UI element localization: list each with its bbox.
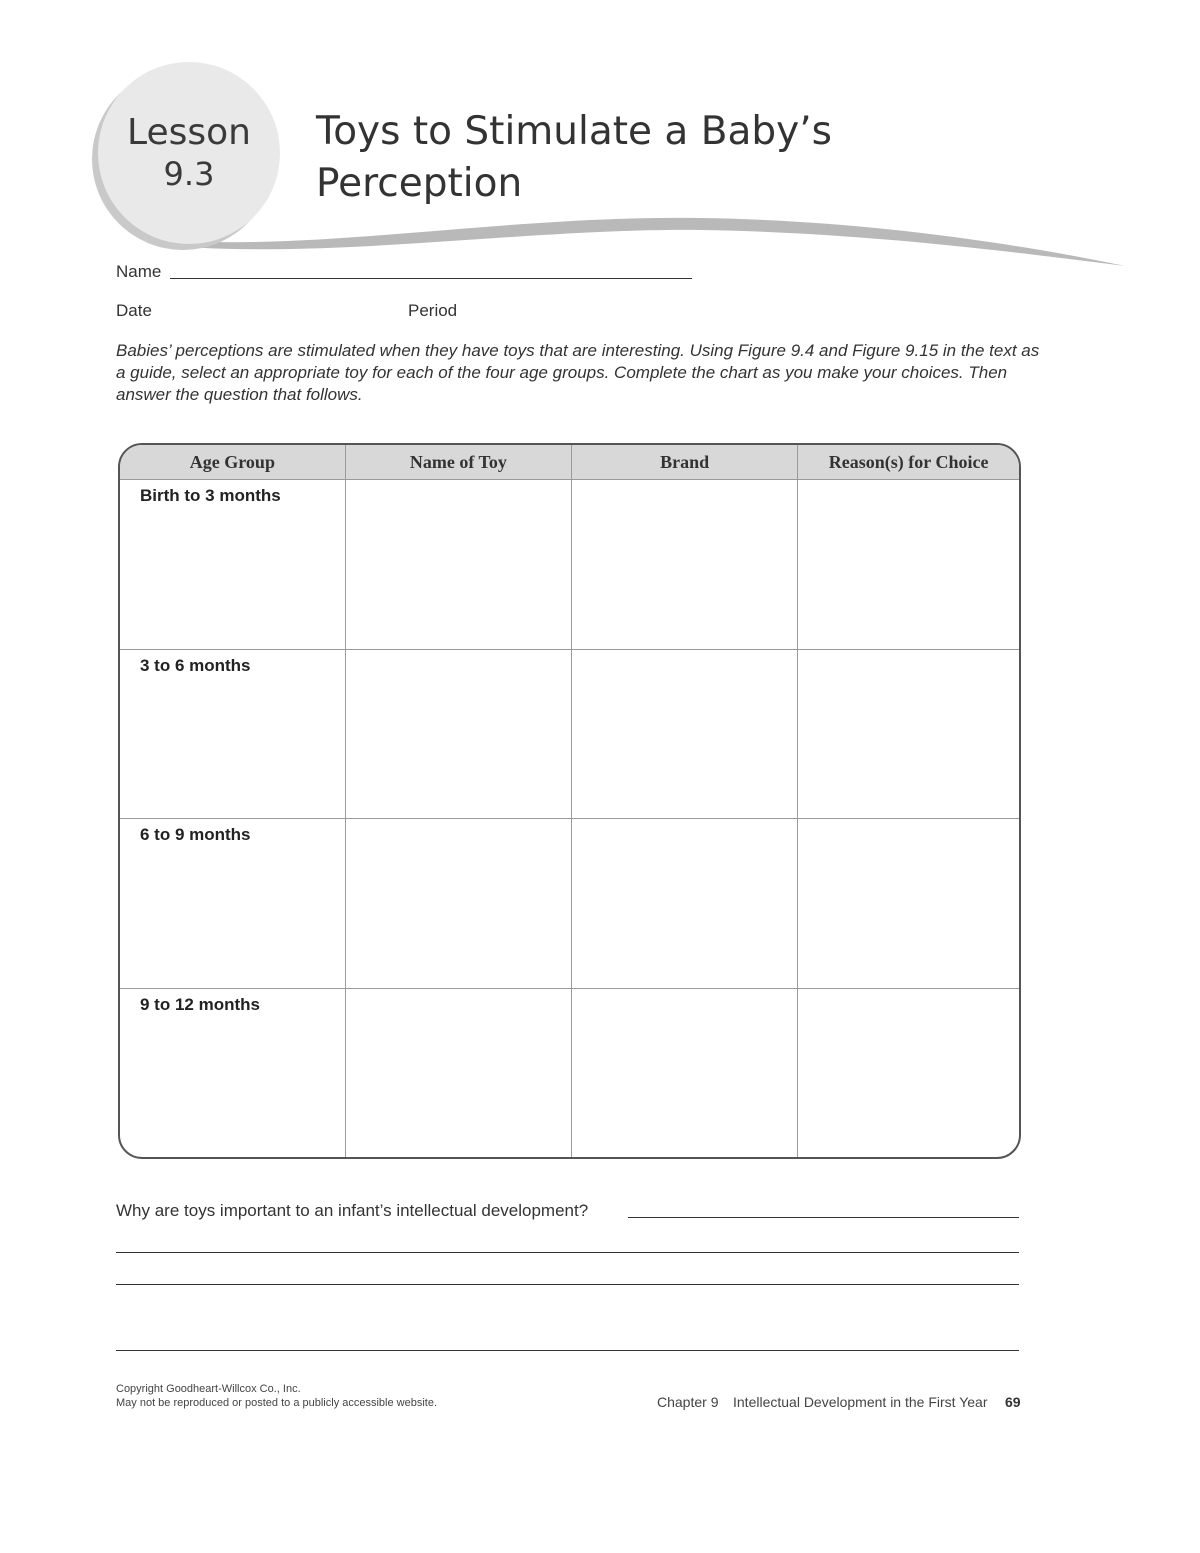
- reason-cell[interactable]: [798, 819, 1019, 989]
- age-group-cell: Birth to 3 months: [120, 480, 345, 650]
- title-line-1: Toys to Stimulate a Baby’s: [316, 109, 832, 154]
- header-name-of-toy: Name of Toy: [345, 445, 571, 480]
- date-label: Date: [116, 301, 152, 320]
- period-label: Period: [408, 301, 458, 320]
- table-row: [120, 988, 1019, 1157]
- answer-line-3[interactable]: [116, 1284, 1019, 1285]
- age-group-cell: 6 to 9 months: [120, 819, 345, 989]
- answer-line-4[interactable]: [116, 1350, 1019, 1351]
- table-row: [120, 649, 1019, 819]
- question-text: Why are toys important to an infant’s intellectual development?: [116, 1201, 589, 1220]
- table-row: [120, 480, 1019, 650]
- lesson-label: Lesson: [127, 112, 251, 153]
- header-age-group: Age Group: [120, 445, 345, 480]
- copyright-line-1: Copyright Goodheart-Willcox Co., Inc.: [116, 1383, 301, 1395]
- header-reasons: Reason(s) for Choice: [798, 445, 1019, 480]
- answer-line-1[interactable]: [628, 1217, 1019, 1218]
- table-row: [120, 819, 1019, 989]
- reason-cell[interactable]: [798, 649, 1019, 819]
- name-label: Name: [116, 262, 162, 281]
- lesson-number: 9.3: [163, 155, 215, 193]
- reason-cell[interactable]: [798, 988, 1019, 1157]
- brand-cell[interactable]: [572, 480, 798, 650]
- toy-chart-table: [120, 445, 1019, 1157]
- answer-line-2[interactable]: [116, 1252, 1019, 1253]
- chapter-title: Intellectual Development in the First Year: [733, 1394, 988, 1410]
- page-title: [316, 106, 876, 210]
- chapter-label: Chapter 9: [657, 1394, 719, 1410]
- brand-cell[interactable]: [572, 819, 798, 989]
- copyright-line-2: May not be reproduced or posted to a publicly accessible website.: [116, 1397, 438, 1409]
- toy-name-cell[interactable]: [345, 988, 571, 1157]
- header-brand: Brand: [572, 445, 798, 480]
- copyright-notice: [116, 1382, 437, 1410]
- lesson-badge: [98, 62, 280, 244]
- brand-cell[interactable]: [572, 988, 798, 1157]
- table-header-row: [120, 445, 1019, 480]
- toy-name-cell[interactable]: [345, 480, 571, 650]
- toy-name-cell[interactable]: [345, 819, 571, 989]
- title-line-2: Perception: [316, 161, 523, 206]
- toy-name-cell[interactable]: [345, 649, 571, 819]
- brand-cell[interactable]: [572, 649, 798, 819]
- page-number: 69: [1005, 1394, 1021, 1410]
- age-group-cell: 3 to 6 months: [120, 649, 345, 819]
- instructions: Babies’ perceptions are stimulated when they have toys that are interesting. Using Figure 9.4 and Figure 9.15 in the text as a guide, select an appropriate toy for each of the four age groups. Complete the chart as you make your choices. Then answer the question that follows.: [116, 341, 1040, 404]
- age-group-cell: 9 to 12 months: [120, 988, 345, 1157]
- toy-chart: [118, 443, 1021, 1159]
- reason-cell[interactable]: [798, 480, 1019, 650]
- name-field[interactable]: [170, 278, 692, 279]
